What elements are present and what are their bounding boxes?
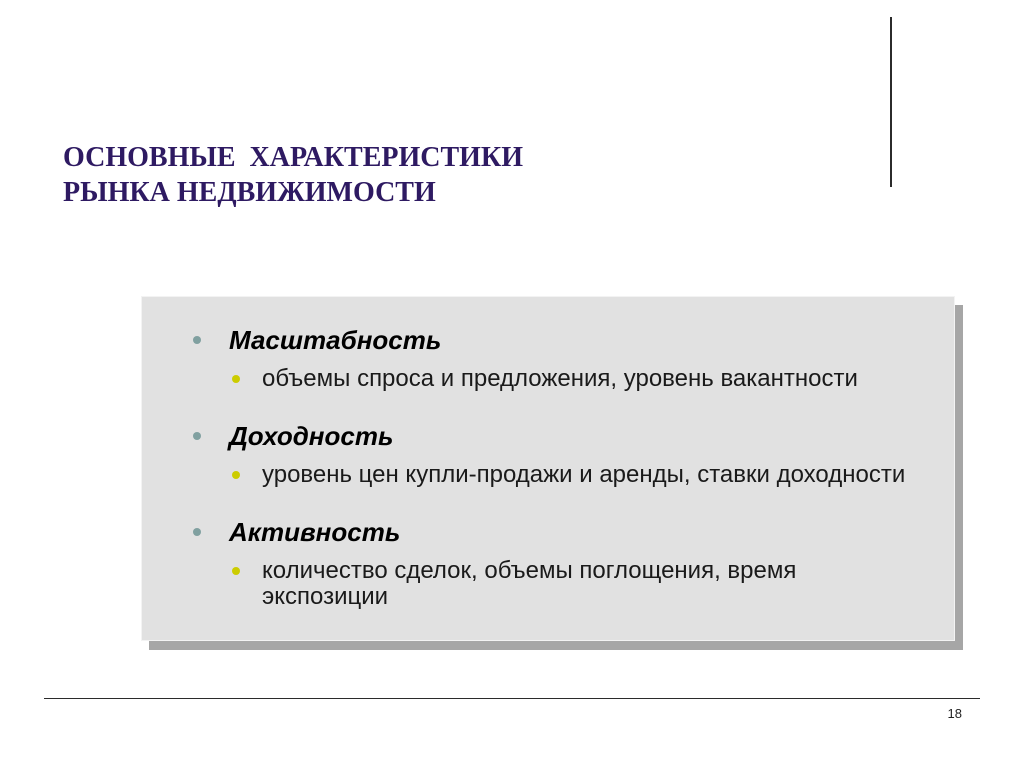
slide-title (63, 140, 523, 210)
list-item (142, 518, 954, 610)
sub-bullet (142, 366, 954, 392)
sub-bullet-text: объемы спроса и предложения, уровень вакантности (262, 365, 858, 392)
page-number: 18 (947, 706, 962, 721)
footer-divider (44, 698, 980, 699)
bullet-dot-icon (232, 471, 240, 479)
bullet-heading-text: Активность (229, 517, 401, 547)
bullet-dot-icon (193, 528, 201, 536)
sub-bullet-text: уровень цен купли-продажи и аренды, ставки доходности (262, 461, 906, 488)
bullet-dot-icon (193, 432, 201, 440)
bullet-heading-text: Масштабность (229, 325, 442, 355)
bullet-heading (142, 326, 954, 354)
bullet-dot-icon (193, 336, 201, 344)
content-panel (141, 296, 955, 641)
sub-bullet (142, 462, 954, 488)
bullet-heading (142, 422, 954, 450)
bullet-heading (142, 518, 954, 546)
title-line: РЫНКА НЕДВИЖИМОСТИ (63, 177, 436, 208)
sub-bullet-text: количество сделок, объемы поглощения, время (262, 557, 797, 584)
sub-bullet-text: экспозиции (262, 583, 389, 610)
vertical-divider (890, 17, 892, 187)
bullet-dot-icon (232, 375, 240, 383)
bullet-dot-icon (232, 567, 240, 575)
bullet-heading-text: Доходность (229, 421, 394, 451)
bullet-list (142, 326, 954, 610)
list-item (142, 326, 954, 392)
sub-bullet (142, 558, 954, 610)
list-item (142, 422, 954, 488)
title-line: ОСНОВНЫЕ ХАРАКТЕРИСТИКИ (63, 142, 524, 173)
